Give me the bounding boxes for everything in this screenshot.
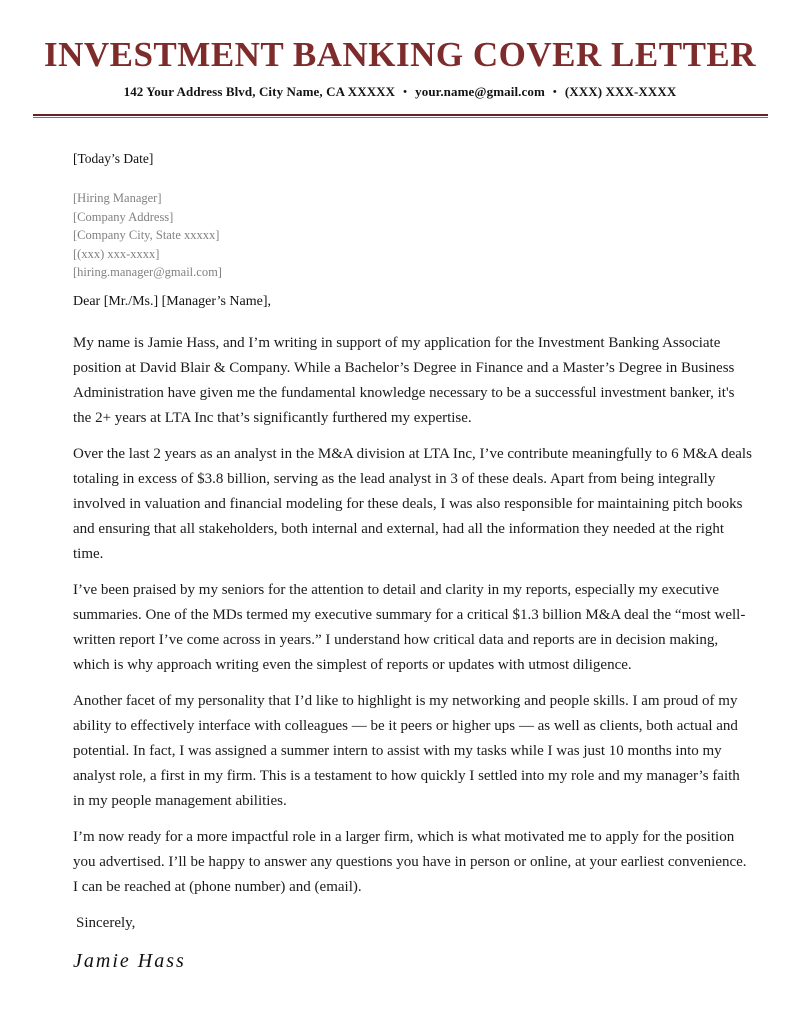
date-placeholder: [Today’s Date] [73,151,154,166]
letterhead [0,0,800,118]
page-title: INVESTMENT BANKING COVER LETTER [43,35,757,74]
letter-body [0,118,800,973]
bullet-separator-icon: • [403,86,408,98]
salutation: Dear [Mr./Ms.] [Manager’s Name], [73,293,272,309]
contact-address: 142 Your Address Blvd, City Name, CA XXXXX [123,84,396,99]
recipient-line-company-city: [Company City, State xxxxx] [73,228,220,242]
recipient-block [73,189,755,282]
body-paragraph-4: Another facet of my personality that I’d like to highlight is my networking and people skills. I am proud of my ability to effectively interface with colleagues — be it peers or higher ups — as well as clients, both actual and potential. In fact, I was assigned a summer intern to assist with my tasks while I was just 10 months into my analyst role, a first in my firm. This is a testament to how quickly I settled into my role and my manager’s faith in my people management abilities. [73,692,740,809]
contact-phone: (XXX) XXX-XXXX [564,84,677,99]
signature-name: Jamie Hass [73,949,186,972]
recipient-line-hiring-manager: [Hiring Manager] [73,191,162,205]
bullet-separator-icon: • [552,86,557,98]
recipient-line-email: [hiring.manager@gmail.com] [73,265,222,279]
recipient-line-phone: [(xxx) xxx-xxxx] [73,246,160,261]
body-paragraph-2: Over the last 2 years as an analyst in the M&A division at LTA Inc, I’ve contribute meaningfully to 6 M&A deals totaling in excess of $3.8 billion, serving as the lead analyst in 3 of these deals. Apart from being integrally involved in valuation and financial modeling for these deals, I was also responsible for maintaining pitch books and ensuring that all stakeholders, both internal and external, had all the information they needed at the right time. [73,445,752,562]
recipient-line-company-address: [Company Address] [73,209,174,224]
body-paragraph-3: I’ve been praised by my seniors for the attention to detail and clarity in my reports, especially my executive summaries. One of the MDs termed my executive summary for a critical $1.3 billion M&A deal the “most well-written report I’ve come across in years.” I understand how critical data and reports are in decision making, which is why approach writing even the simplest of reports or updates with utmost diligence. [73,581,746,673]
closing: Sincerely, [76,914,136,931]
body-paragraph-5: I’m now ready for a more impactful role in a larger firm, which is what motivated me to apply for the position you advertised. I’ll be happy to answer any questions you have in person or online, at your earliest convenience. I can be reached at (phone number) and (email). [73,828,747,895]
body-paragraph-1: My name is Jamie Hass, and I’m writing in support of my application for the Investment Banking Associate position at David Blair & Company. While a Bachelor’s Degree in Finance and a Master’s Degree in Business Administration have given me the fundamental knowledge necessary to be a successful investment banker, it's the 2+ years at LTA Inc that’s significantly furthered my expertise. [73,334,735,426]
contact-info-line [0,84,800,100]
contact-email: your.name@gmail.com [415,84,545,99]
